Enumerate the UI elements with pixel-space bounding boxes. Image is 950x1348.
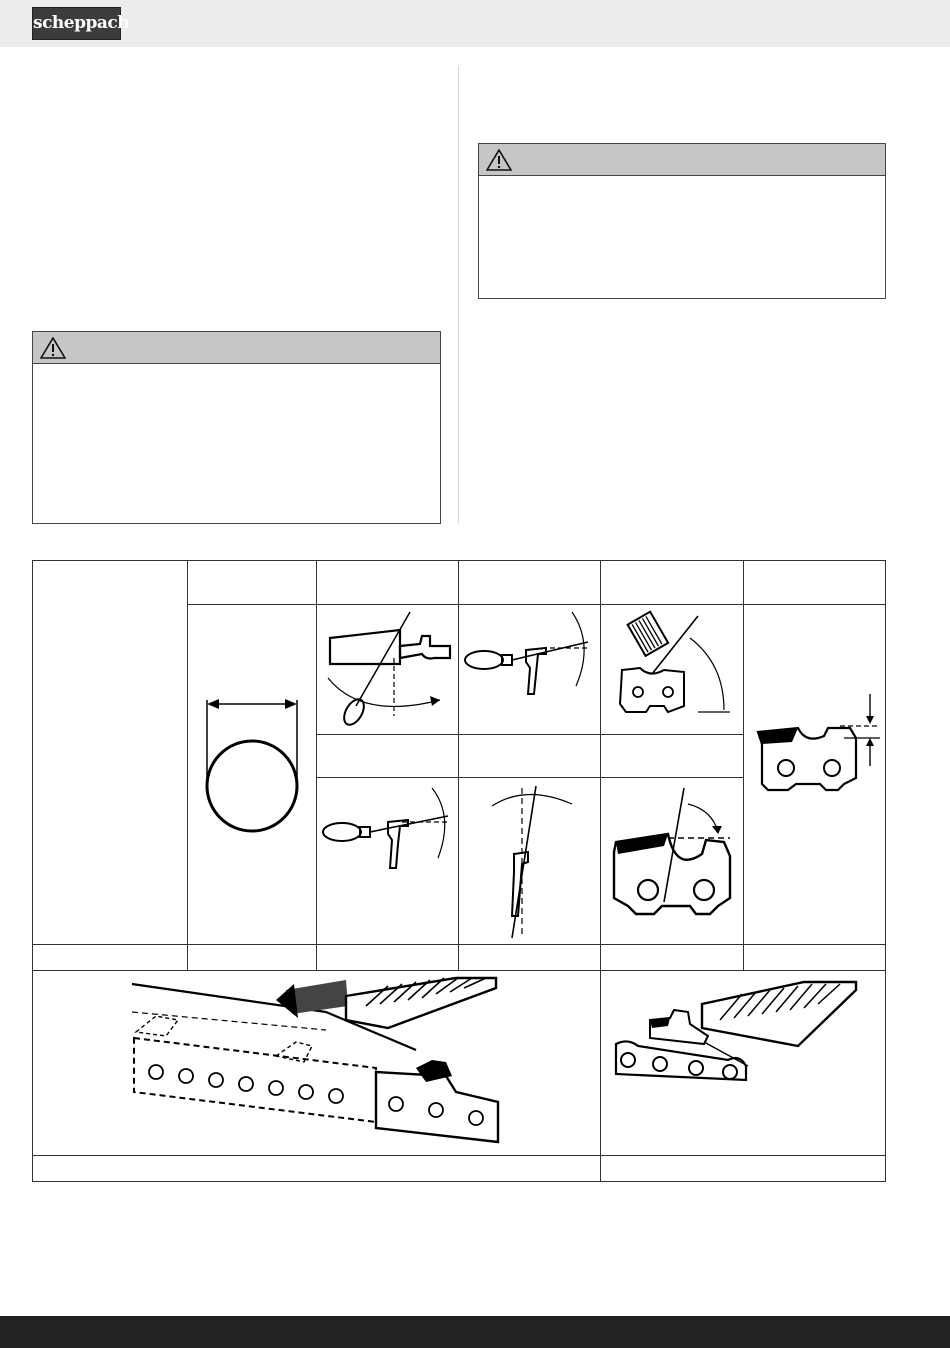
table-col-line [316,560,317,970]
cutter-top-plate-angle-diagram [606,782,738,918]
table-row-line [316,777,744,778]
table-row-line [32,944,886,945]
footer-bar [0,1316,950,1348]
column-divider [458,66,459,524]
table-col-line [600,560,601,970]
table-border-right [885,560,886,1182]
file-horizontal-angle-diagram [462,608,597,703]
table-row-line [316,734,744,735]
table-border-top [32,560,886,561]
brand-logo: scheppach [32,7,121,40]
file-side-angle-diagram [320,782,456,876]
chain-cutting-wood-diagram [126,972,506,1154]
depth-gauge-tool-diagram [606,608,738,720]
file-diameter-diagram [195,690,310,835]
table-col-line [743,560,744,970]
table-row-line [32,1155,886,1156]
warning-box-right [478,143,886,299]
warning-box-left [32,331,441,524]
table-col-line [458,560,459,970]
depth-gauge-chain-diagram [748,688,882,804]
table-row-line [32,970,886,971]
tooth-vertical-angle-diagram [478,782,588,942]
warning-box-right-header [479,144,885,176]
chain-cutter-wood-detail-diagram [608,980,858,1088]
file-holder-angle-diagram [322,608,454,730]
table-border-left [32,560,33,1182]
table-border-bottom [32,1181,886,1182]
table-row-line [187,604,886,605]
table-col-line [187,560,188,970]
warning-triangle-icon [486,149,512,171]
header-bar [0,0,950,47]
warning-triangle-icon [40,337,66,359]
table-col-line [600,970,601,1182]
warning-box-left-header [33,332,440,364]
